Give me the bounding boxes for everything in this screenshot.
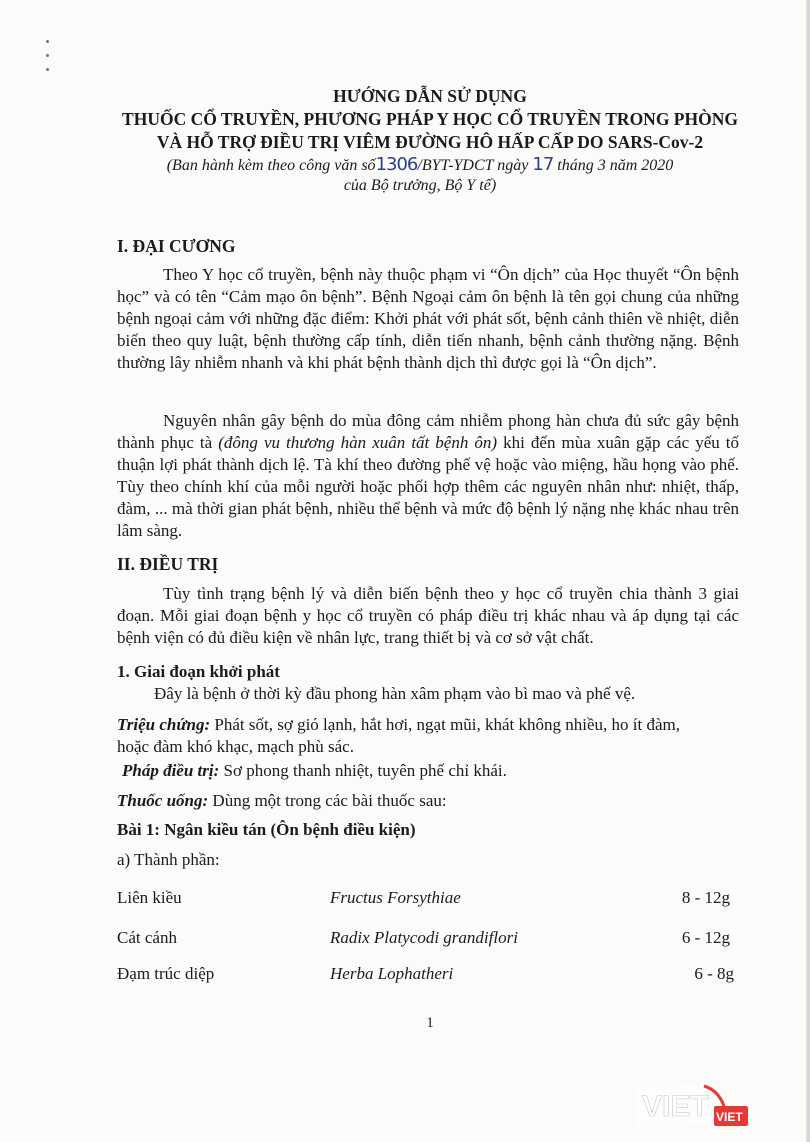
stage-1-heading: 1. Giai đoạn khởi phát [117,662,280,681]
logo-text: VIET [642,1090,709,1123]
section-1-heading: I. ĐẠI CƯƠNG [117,236,236,256]
para2-italic-phrase: (đông vu thương hàn xuân tất bệnh ôn) [218,433,498,452]
section-1-paragraph-1 [117,264,739,374]
ingredients-label: a) Thành phần: [117,850,220,869]
doc-issuer-line: của Bộ trưởng, Bộ Y tế) [343,177,497,194]
stage-1-description: Đây là bệnh ở thời kỳ đầu phong hàn xâm phạm vào bì mao và phế vệ. [154,684,636,703]
ingredient-latin: Radix Platycodi grandiflori [330,928,518,947]
binding-marks [46,40,52,82]
logo-badge-text: VIET [716,1110,743,1124]
ingredient-dose: 6 - 8g [694,964,734,983]
drug-text: Dùng một trong các bài thuốc sau: [212,791,447,810]
para2-text-a: Nguyên nhân gây bệnh do mùa đông cảm nhiễm phong hàn chưa đủ sức gây bệnh thành phục tà [117,411,739,452]
doc-title-line2: VÀ HỖ TRỢ ĐIỀU TRỊ VIÊM ĐƯỜNG HÔ HẤP CẤP DO SARS-Cov-2 [156,132,704,152]
method-label: Pháp điều trị: [122,761,220,780]
page-edge-shadow [806,0,810,1142]
handwritten-doc-number: 1306 [375,154,418,175]
method-text: Sơ phong thanh nhiệt, tuyên phế chỉ khái. [223,761,507,780]
section-1-paragraph-1-text: Theo Y học cổ truyền, bệnh này thuộc phạm vi “Ôn dịch” của Học thuyết “Ôn bệnh học” và có tên “Cảm mạo ôn bệnh”. Bệnh Ngoại cảm ôn bệnh là tên gọi chung của những bệnh ngoại cảm với những đặc điểm: Khởi phát với phát sốt, bệnh cảnh thiên về nhiệt, diễn biến theo quy luật, bệnh thường cấp tính, diễn tiến nhanh, bệnh cảnh thường nặng. Bệnh thường lây nhiễm nhanh và khi phát bệnh thành dịch thì được gọi là “Ôn dịch”. [117,265,739,372]
symptom-text: Phát sốt, sợ gió lạnh, hắt hơi, ngạt mũi, khát không nhiều, ho ít đàm, [214,715,681,734]
ingredient-name: Đạm trúc diệp [117,964,215,983]
doc-title-line1: THUỐC CỔ TRUYỀN, PHƯƠNG PHÁP Y HỌC CỔ TRUYỀN TRONG PHÒNG [122,109,738,129]
issuance-text-b: /BYT-YDCT ngày [417,157,529,174]
page-number: 1 [426,1015,434,1031]
section-2-paragraph-text: Tùy tình trạng bệnh lý và diễn biến bệnh theo y học cổ truyền chia thành 3 giai đoạn. Mỗi giai đoạn bệnh y học cổ truyền có pháp điều trị khác nhau và áp dụng tại các bệnh viện có đủ điều kiện về nhân lực, trang thiết bị và cơ sở vật chất. [117,584,739,647]
ingredient-name: Cát cánh [117,928,177,947]
symptom-label: Triệu chứng: [117,715,211,734]
ingredient-name: Liên kiều [117,888,182,907]
para2-text-b: khi đến mùa xuân gặp các yếu tố thuận lợi phát thành dịch lệ. Tà khí theo đường phế vệ hoặc vào miệng, hầu họng vào phế. Tùy theo chính khí của mỗi người hoặc phối hợp thêm các nguyên nhân như: nhiệt, thấp, đàm, ... mà thời gian phát bệnh, nhiều thể bệnh và mức độ bệnh lý nặng nhẹ khác nhau trên lâm sàng. [117,433,740,540]
ingredient-dose: 8 - 12g [681,888,730,907]
symptom-line [117,715,680,735]
drug-line [117,791,447,811]
section-1-paragraph-2 [117,410,739,542]
ingredient-latin: Herba Lophatheri [330,964,454,983]
drug-label: Thuốc uống: [117,791,209,810]
ingredient-latin: Fructus Forsythiae [330,888,461,907]
doc-issuance-line [0,154,810,175]
symptom-line-2: hoặc đàm khó khạc, mạch phù sác. [117,737,354,756]
method-line [122,761,507,781]
vietnamnet-logo [632,1080,752,1132]
section-2-heading: II. ĐIỀU TRỊ [117,554,219,574]
recipe-title: Bài 1: Ngân kiều tán (Ôn bệnh điều kiện) [117,820,416,839]
handwritten-day: 17 [532,154,554,175]
issuance-text-c: tháng 3 năm 2020 [557,157,674,174]
doc-heading: HƯỚNG DẪN SỬ DỤNG [333,86,527,106]
issuance-text-a: (Ban hành kèm theo công văn số [166,157,376,174]
section-2-paragraph [117,583,739,649]
ingredient-dose: 6 - 12g [681,928,730,947]
